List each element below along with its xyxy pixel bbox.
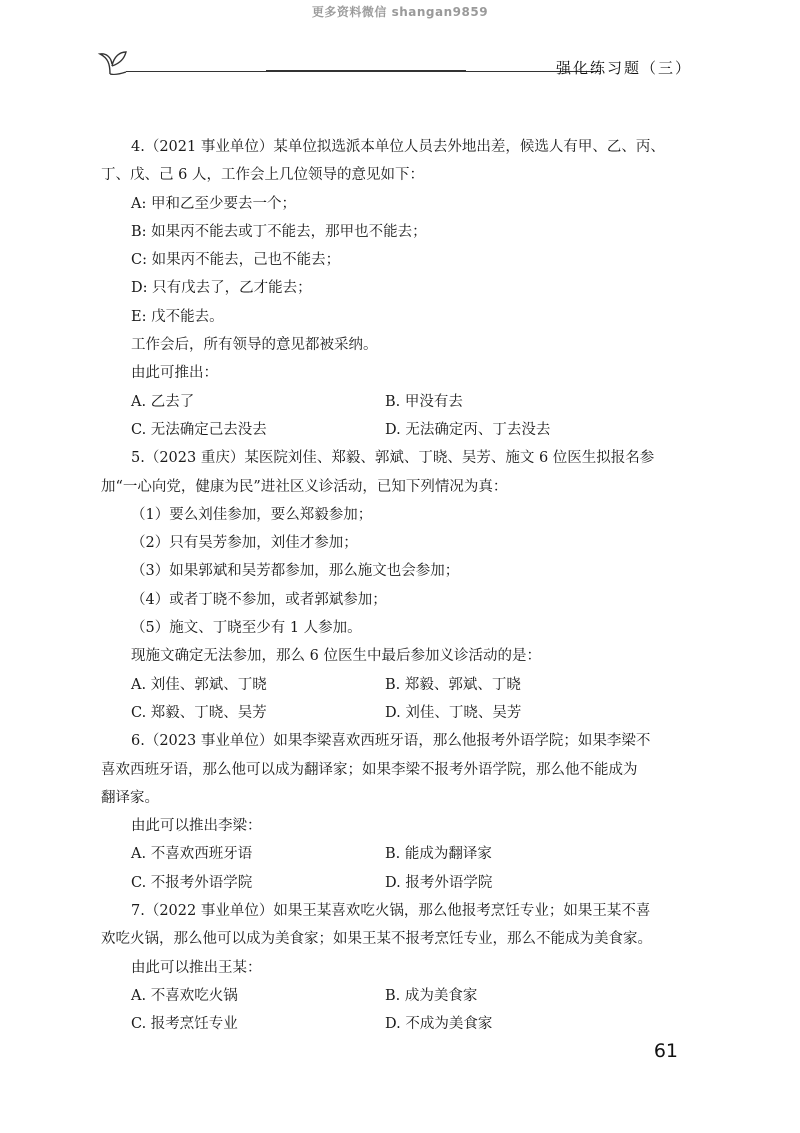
statement-line: 工作会后，所有领导的意见都被采纳。 [131,337,378,354]
question-stem-line: 欢吃火锅，那么他可以成为美食家；如果王某不报考烹饪专业，那么不能成为美食家。 [101,931,652,948]
option-a: A. 乙去了 [131,393,195,410]
options-row [131,840,687,868]
watermark-text: 更多资料微信 shangan9859 [311,5,489,19]
question-stem-line: 4.（2021 事业单位）某单位拟选派本单位人员去外地出差，候选人有甲、乙、丙、 [131,139,665,155]
statement-line: B: 如果丙不能去或丁不能去，那甲也不能去； [131,223,427,240]
question-stem-line: 喜欢西班牙语，那么他可以成为翻译家；如果李梁不报考外语学院，那么他不能成为 [101,761,638,778]
options-row [131,1010,687,1038]
statement-line: 由此可以推出王某： [131,959,262,976]
option-d: D. 不成为美食家 [385,1016,493,1033]
statement-line: （5）施文、丁晓至少有 1 人参加。 [131,620,362,637]
options-row [131,388,687,416]
page-number: 61 [653,1040,678,1062]
question-stem-line: 7.（2022 事业单位）如果王某喜欢吃火锅，那么他报考烹饪专业；如果王某不喜 [131,903,651,920]
option-a: A. 刘佳、郭斌、丁晓 [131,676,267,693]
statement-line: A: 甲和乙至少要去一个； [131,195,296,212]
statement-line: （1）要么刘佳参加，要么郑毅参加； [131,506,373,523]
option-b: B. 甲没有去 [385,393,463,410]
question-6 [101,727,687,897]
options-row [131,869,687,897]
page-header [96,44,696,84]
option-c: C. 郑毅、丁晓、吴芳 [131,704,267,721]
question-stem-line: 翻译家。 [101,789,159,806]
question-stem-line: 5.（2023 重庆）某医院刘佳、郑毅、郭斌、丁晓、吴芳、施文 6 位医生拟报名参 [131,450,655,467]
question-stem-line: 6.（2023 事业单位）如果李梁喜欢西班牙语，那么他报考外语学院；如果李梁不 [131,733,651,750]
option-c: C. 报考烹饪专业 [131,1016,238,1033]
section-title: 强化练习题（三） [555,59,692,77]
options-row [131,699,687,727]
statement-line: 现施文确定无法参加，那么 6 位医生中最后参加义诊活动的是： [131,648,541,665]
header-rule-accent [266,70,466,72]
option-b: B. 能成为翻译家 [385,846,492,863]
statement-line: （4）或者丁晓不参加，或者郭斌参加； [131,591,387,608]
question-stem-line: 加“一心向党，健康为民”进社区义诊活动，已知下列情况为真： [101,478,508,495]
option-c: C. 无法确定己去没去 [131,421,267,438]
statement-line: 由此可以推出李梁： [131,818,262,835]
statement-line: （2）只有吴芳参加，刘佳才参加； [131,535,358,552]
statement-line: D: 只有戊去了，乙才能去； [131,280,312,297]
statement-line: （3）如果郭斌和吴芳都参加，那么施文也会参加； [131,563,460,580]
options-row [131,982,687,1010]
sprout-icon [96,44,130,78]
option-b: B. 郑毅、郭斌、丁晓 [385,676,521,693]
option-d: D. 无法确定丙、丁去没去 [385,421,551,438]
option-a: A. 不喜欢西班牙语 [131,846,253,863]
option-b: B. 成为美食家 [385,987,478,1004]
statement-line: C: 如果丙不能去，己也不能去； [131,252,341,269]
option-d: D. 刘佳、丁晓、吴芳 [385,704,522,721]
statement-line: E: 戊不能去。 [131,308,224,325]
options-row [131,671,687,699]
questions-content [101,133,687,1039]
options-row [131,416,687,444]
question-stem-line: 丁、戊、己 6 人，工作会上几位领导的意见如下： [101,167,424,184]
question-4 [101,133,687,444]
option-c: C. 不报考外语学院 [131,874,253,891]
option-a: A. 不喜欢吃火锅 [131,987,238,1004]
statement-line: 由此可推出： [131,365,218,382]
question-7 [101,897,687,1038]
question-5 [101,444,687,727]
option-d: D. 报考外语学院 [385,874,493,891]
